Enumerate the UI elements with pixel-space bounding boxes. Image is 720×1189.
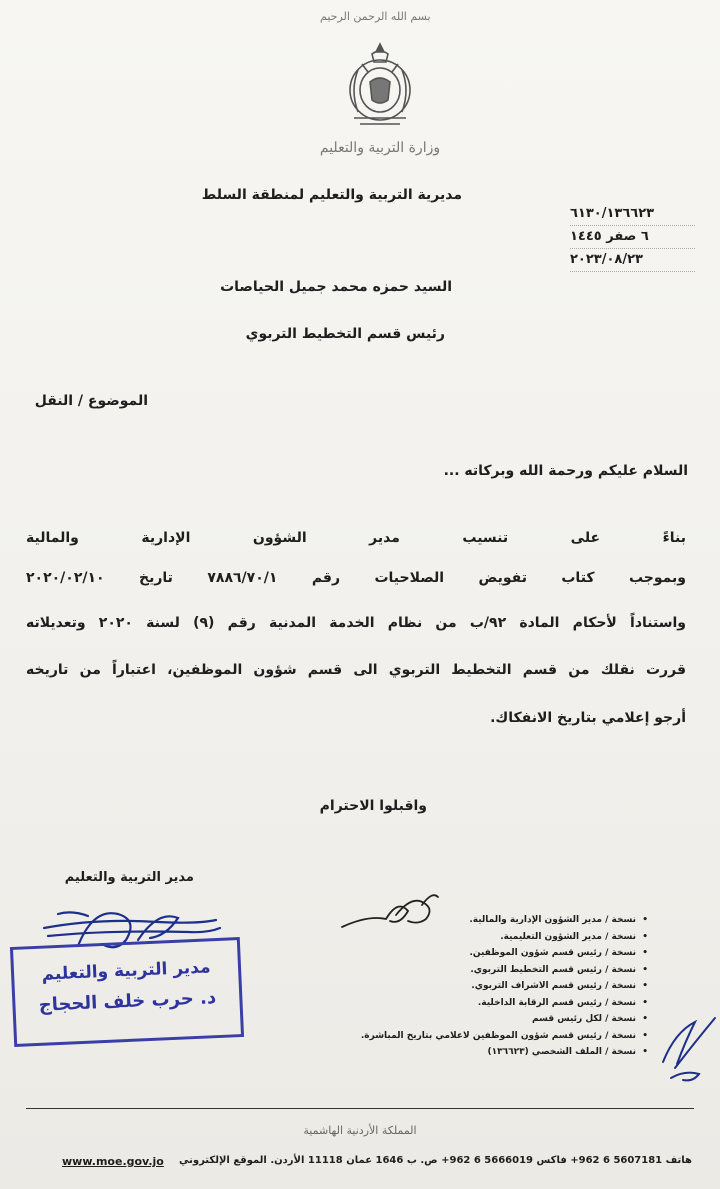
footer-organization: المملكة الأردنية الهاشمية [303,1124,417,1137]
body-line-5: أرجو إعلامي بتاريخ الانفكاك. [490,710,686,726]
cc-item: • نسخة / لكل رئيس قسم [318,1011,648,1028]
cc-item: • نسخة / رئيس قسم التخطيط التربوي. [318,962,648,979]
footer-contact: هاتف 5607181 6 962+ فاكس 5666019 6 962+ ص. ب 1646 عمان 11118 الأردن. الموقع الإلكتروني [179,1155,692,1166]
directorate-name: مديرية التربية والتعليم لمنطقة السلط [201,187,462,203]
cc-list [318,912,648,1061]
cc-item: • نسخة / رئيس قسم شؤون الموظفين لاعلامي بتاريخ المباشرة. [318,1028,648,1045]
ministry-name: وزارة التربية والتعليم [319,140,441,156]
body-line-2: وبموجب كتاب تفويض الصلاحيات رقم ٧٨٨٦/٧٠/١ تاريخ ٢٠٢٠/٠٢/١٠ [26,570,686,586]
signatory-title: مدير التربية والتعليم [64,870,194,885]
cc-item: • نسخة / رئيس قسم الرقابة الداخلية. [318,995,648,1012]
recipient-title: رئيس قسم التخطيط التربوي [245,326,445,342]
bismillah-header: بسم الله الرحمن الرحيم [320,10,431,23]
stamp-title: مدير التربية والتعليم [41,957,211,985]
hijri-date: ٦ صفر ١٤٤٥ [570,226,695,249]
cc-item: • نسخة / مدير الشؤون التعليمية. [318,929,648,946]
gregorian-date: ٢٠٢٣/٠٨/٢٣ [570,249,695,272]
footer-divider [26,1108,694,1109]
stamp-name: د. حرب خلف الحجاج [38,987,217,1016]
reference-block [570,203,695,272]
body-line-3: واستناداً لأحكام المادة ٩٢/ب من نظام الخدمة المدنية رقم (٩) لسنة ٢٠٢٠ وتعديلاته [26,615,686,631]
closing-line: واقبلوا الاحترام [319,798,427,814]
body-line-4: قررت نقلك من قسم التخطيط التربوي الى قسم شؤون الموظفين، اعتباراً من تاريخه [26,662,686,678]
official-stamp [10,937,244,1047]
subject-line: الموضوع / النقل [34,393,148,409]
recipient-name: السيد حمزه محمد جميل الحياصات [220,279,452,295]
footer-website-link[interactable]: www.moe.gov.jo [62,1155,164,1168]
body-line-1: بناءً على تنسيب مدير الشؤون الإدارية والمالية [26,530,686,546]
cc-item: • نسخة / رئيس قسم شؤون الموظفين. [318,945,648,962]
jordan-crest-icon [340,40,420,132]
reference-number: ٦١٣٠/١٣٦٦٢٣ [570,203,695,226]
cc-item: • نسخة / الملف الشخصي (١٣٦٦٢٣) [318,1044,648,1061]
greeting: السلام عليكم ورحمة الله وبركاته ... [443,463,688,479]
cc-item: • نسخة / رئيس قسم الاشراف التربوي. [318,978,648,995]
cc-item: • نسخة / مدير الشؤون الإدارية والمالية. [318,912,648,929]
margin-signature-icon [655,1012,720,1087]
